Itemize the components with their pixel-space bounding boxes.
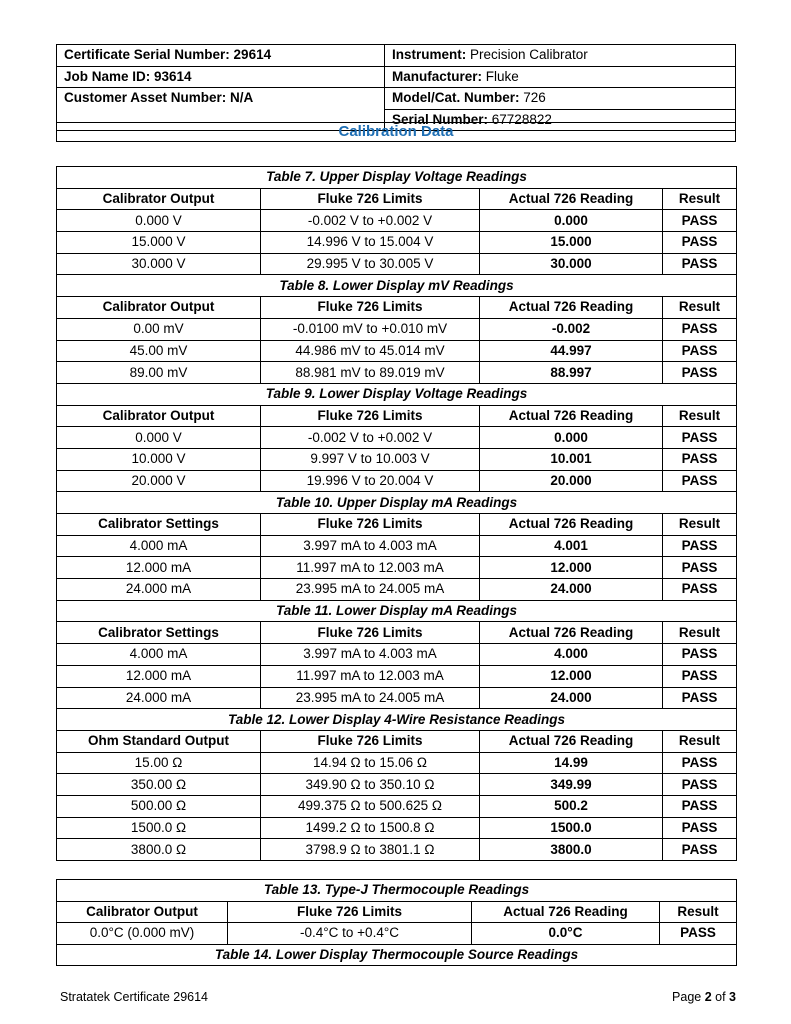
- limits-cell: 23.995 mA to 24.005 mA: [261, 579, 480, 601]
- column-header: Result: [660, 901, 737, 923]
- calibrator-output-cell: 15.000 V: [57, 232, 261, 254]
- table-title-cell: Table 10. Upper Display mA Readings: [57, 492, 737, 514]
- table-title: [57, 944, 737, 966]
- result-cell: PASS: [663, 752, 737, 774]
- table-row: [57, 752, 737, 774]
- table-row: [57, 665, 737, 687]
- table-header-row: [57, 514, 737, 536]
- limits-cell: 11.997 mA to 12.003 mA: [261, 665, 480, 687]
- actual-reading-cell: 500.2: [480, 795, 663, 817]
- limits-cell: 19.996 V to 20.004 V: [261, 470, 480, 492]
- actual-reading-cell: 0.000: [480, 210, 663, 232]
- table-row: [57, 923, 737, 945]
- actual-reading-cell: 12.000: [480, 665, 663, 687]
- actual-reading-cell: 12.000: [480, 557, 663, 579]
- actual-reading-cell: 0.0°C: [472, 923, 660, 945]
- table-row: [57, 817, 737, 839]
- calibrator-output-cell: 30.000 V: [57, 253, 261, 275]
- limits-cell: 3798.9 Ω to 3801.1 Ω: [261, 839, 480, 861]
- model-row: [385, 88, 736, 110]
- footer-page-number: [672, 990, 736, 1004]
- calibrator-output-cell: 3800.0 Ω: [57, 839, 261, 861]
- limits-cell: 3.997 mA to 4.003 mA: [261, 535, 480, 557]
- table-row: [57, 795, 737, 817]
- column-header: Calibrator Settings: [57, 514, 261, 536]
- manufacturer-row: [385, 66, 736, 88]
- calibrator-output-cell: 0.00 mV: [57, 318, 261, 340]
- table14-title-cell: Table 14. Lower Display Thermocouple Source Readings: [57, 944, 737, 966]
- table-row: [57, 340, 737, 362]
- calibrator-output-cell: 15.00 Ω: [57, 752, 261, 774]
- column-header: Result: [663, 622, 737, 644]
- column-header: Result: [663, 514, 737, 536]
- result-cell: PASS: [663, 579, 737, 601]
- table-row: [57, 448, 737, 470]
- column-header: Actual 726 Reading: [472, 901, 660, 923]
- result-cell: PASS: [660, 923, 737, 945]
- actual-reading-cell: 30.000: [480, 253, 663, 275]
- table-row: [57, 644, 737, 666]
- column-header: Calibrator Output: [57, 405, 261, 427]
- model-label: Model/Cat. Number:: [392, 90, 520, 105]
- column-header: Calibrator Output: [57, 901, 228, 923]
- calibrator-output-cell: 1500.0 Ω: [57, 817, 261, 839]
- result-cell: PASS: [663, 817, 737, 839]
- actual-reading-cell: 88.997: [480, 362, 663, 384]
- limits-cell: 23.995 mA to 24.005 mA: [261, 687, 480, 709]
- section-title: Calibration Data: [56, 122, 736, 142]
- table-row: [57, 687, 737, 709]
- column-header: Actual 726 Reading: [480, 730, 663, 752]
- calibrator-output-cell: 89.00 mV: [57, 362, 261, 384]
- column-header: Fluke 726 Limits: [261, 730, 480, 752]
- column-header: Calibrator Output: [57, 297, 261, 319]
- table-row: [57, 210, 737, 232]
- table-title-cell: Table 12. Lower Display 4-Wire Resistance Readings: [57, 709, 737, 731]
- result-cell: PASS: [663, 470, 737, 492]
- actual-reading-cell: -0.002: [480, 318, 663, 340]
- result-cell: PASS: [663, 427, 737, 449]
- manufacturer-label: Manufacturer:: [392, 68, 483, 84]
- actual-reading-cell: 14.99: [480, 752, 663, 774]
- table-title: [57, 709, 737, 731]
- calibrator-output-cell: 10.000 V: [57, 448, 261, 470]
- footer-certificate: Stratatek Certificate 29614: [60, 990, 208, 1004]
- column-header: Fluke 726 Limits: [261, 622, 480, 644]
- calibrator-output-cell: 0.000 V: [57, 427, 261, 449]
- column-header: Actual 726 Reading: [480, 514, 663, 536]
- actual-reading-cell: 20.000: [480, 470, 663, 492]
- table-title-cell: Table 13. Type-J Thermocouple Readings: [57, 880, 737, 902]
- table-row: [57, 232, 737, 254]
- column-header: Result: [663, 297, 737, 319]
- serial-number-label: Serial Number:: [392, 111, 489, 127]
- column-header: Actual 726 Reading: [480, 405, 663, 427]
- certificate-serial: Certificate Serial Number: 29614: [57, 45, 385, 67]
- column-header: Calibrator Output: [57, 188, 261, 210]
- table-header-row: [57, 188, 737, 210]
- result-cell: PASS: [663, 448, 737, 470]
- column-header: Actual 726 Reading: [480, 297, 663, 319]
- calibrator-output-cell: 12.000 mA: [57, 665, 261, 687]
- result-cell: PASS: [663, 839, 737, 861]
- limits-cell: -0.4°C to +0.4°C: [228, 923, 472, 945]
- calibrator-output-cell: 0.0°C (0.000 mV): [57, 923, 228, 945]
- limits-cell: -0.002 V to +0.002 V: [261, 210, 480, 232]
- manufacturer-value: Fluke: [482, 68, 519, 84]
- customer-asset-number: Customer Asset Number: N/A: [57, 88, 385, 131]
- result-cell: PASS: [663, 210, 737, 232]
- actual-reading-cell: 4.001: [480, 535, 663, 557]
- table-title-cell: Table 8. Lower Display mV Readings: [57, 275, 737, 297]
- serial-number-value: 67728822: [488, 111, 552, 127]
- table-header-row: [57, 297, 737, 319]
- page-total: 3: [729, 990, 736, 1004]
- table-row: [57, 253, 737, 275]
- column-header: Fluke 726 Limits: [228, 901, 472, 923]
- thermocouple-table: [56, 879, 737, 966]
- calibrator-output-cell: 12.000 mA: [57, 557, 261, 579]
- column-header: Result: [663, 730, 737, 752]
- table-title-cell: Table 7. Upper Display Voltage Readings: [57, 167, 737, 189]
- result-cell: PASS: [663, 535, 737, 557]
- column-header: Fluke 726 Limits: [261, 514, 480, 536]
- instrument-value: Precision Calibrator: [466, 47, 588, 62]
- column-header: Fluke 726 Limits: [261, 188, 480, 210]
- result-cell: PASS: [663, 232, 737, 254]
- limits-cell: 349.90 Ω to 350.10 Ω: [261, 774, 480, 796]
- actual-reading-cell: 4.000: [480, 644, 663, 666]
- calibrator-output-cell: 24.000 mA: [57, 687, 261, 709]
- calibrator-output-cell: 4.000 mA: [57, 644, 261, 666]
- limits-cell: 14.996 V to 15.004 V: [261, 232, 480, 254]
- table-header-row: [57, 622, 737, 644]
- result-cell: PASS: [663, 340, 737, 362]
- calibrator-output-cell: 0.000 V: [57, 210, 261, 232]
- result-cell: PASS: [663, 644, 737, 666]
- actual-reading-cell: 1500.0: [480, 817, 663, 839]
- table-header-row: [57, 730, 737, 752]
- calibrator-output-cell: 500.00 Ω: [57, 795, 261, 817]
- actual-reading-cell: 15.000: [480, 232, 663, 254]
- actual-reading-cell: 10.001: [480, 448, 663, 470]
- actual-reading-cell: 24.000: [480, 687, 663, 709]
- limits-cell: 88.981 mV to 89.019 mV: [261, 362, 480, 384]
- table-row: [57, 535, 737, 557]
- calibrator-output-cell: 24.000 mA: [57, 579, 261, 601]
- result-cell: PASS: [663, 795, 737, 817]
- table-row: [57, 427, 737, 449]
- page-of: of: [711, 990, 730, 1004]
- actual-reading-cell: 24.000: [480, 579, 663, 601]
- column-header: Fluke 726 Limits: [261, 405, 480, 427]
- column-header: Fluke 726 Limits: [261, 297, 480, 319]
- actual-reading-cell: 0.000: [480, 427, 663, 449]
- table-title: [57, 880, 737, 902]
- instrument-label: Instrument:: [392, 47, 467, 62]
- calibrator-output-cell: 45.00 mV: [57, 340, 261, 362]
- result-cell: PASS: [663, 687, 737, 709]
- table-row: [57, 470, 737, 492]
- instrument-row: [385, 45, 736, 67]
- result-cell: PASS: [663, 318, 737, 340]
- model-value: 726: [519, 90, 546, 105]
- actual-reading-cell: 44.997: [480, 340, 663, 362]
- table-row: [57, 557, 737, 579]
- table-title: [57, 492, 737, 514]
- actual-reading-cell: 3800.0: [480, 839, 663, 861]
- table-row: [57, 318, 737, 340]
- calibrator-output-cell: 350.00 Ω: [57, 774, 261, 796]
- actual-reading-cell: 349.99: [480, 774, 663, 796]
- limits-cell: 29.995 V to 30.005 V: [261, 253, 480, 275]
- calibration-tables: [56, 166, 737, 861]
- table-row: [57, 839, 737, 861]
- result-cell: PASS: [663, 557, 737, 579]
- table-row: [57, 579, 737, 601]
- limits-cell: 11.997 mA to 12.003 mA: [261, 557, 480, 579]
- table-title: [57, 275, 737, 297]
- calibrator-output-cell: 20.000 V: [57, 470, 261, 492]
- column-header: Result: [663, 188, 737, 210]
- result-cell: PASS: [663, 362, 737, 384]
- column-header: Ohm Standard Output: [57, 730, 261, 752]
- limits-cell: 3.997 mA to 4.003 mA: [261, 644, 480, 666]
- table-title: [57, 167, 737, 189]
- limits-cell: 9.997 V to 10.003 V: [261, 448, 480, 470]
- calibrator-output-cell: 4.000 mA: [57, 535, 261, 557]
- result-cell: PASS: [663, 253, 737, 275]
- column-header: Calibrator Settings: [57, 622, 261, 644]
- table-title-cell: Table 9. Lower Display Voltage Readings: [57, 383, 737, 405]
- table-row: [57, 774, 737, 796]
- job-name-id: Job Name ID: 93614: [57, 66, 385, 88]
- table-title-cell: Table 11. Lower Display mA Readings: [57, 600, 737, 622]
- table-header-row: [57, 405, 737, 427]
- limits-cell: 44.986 mV to 45.014 mV: [261, 340, 480, 362]
- limits-cell: 1499.2 Ω to 1500.8 Ω: [261, 817, 480, 839]
- page-current: 2: [704, 990, 712, 1004]
- column-header: Actual 726 Reading: [480, 188, 663, 210]
- page-prefix: Page: [672, 990, 705, 1004]
- column-header: Result: [663, 405, 737, 427]
- limits-cell: -0.002 V to +0.002 V: [261, 427, 480, 449]
- table-title: [57, 383, 737, 405]
- column-header: Actual 726 Reading: [480, 622, 663, 644]
- table-header-row: [57, 901, 737, 923]
- result-cell: PASS: [663, 774, 737, 796]
- certificate-header: [56, 44, 736, 131]
- table-row: [57, 362, 737, 384]
- result-cell: PASS: [663, 665, 737, 687]
- limits-cell: 499.375 Ω to 500.625 Ω: [261, 795, 480, 817]
- table-title: [57, 600, 737, 622]
- limits-cell: -0.0100 mV to +0.010 mV: [261, 318, 480, 340]
- limits-cell: 14.94 Ω to 15.06 Ω: [261, 752, 480, 774]
